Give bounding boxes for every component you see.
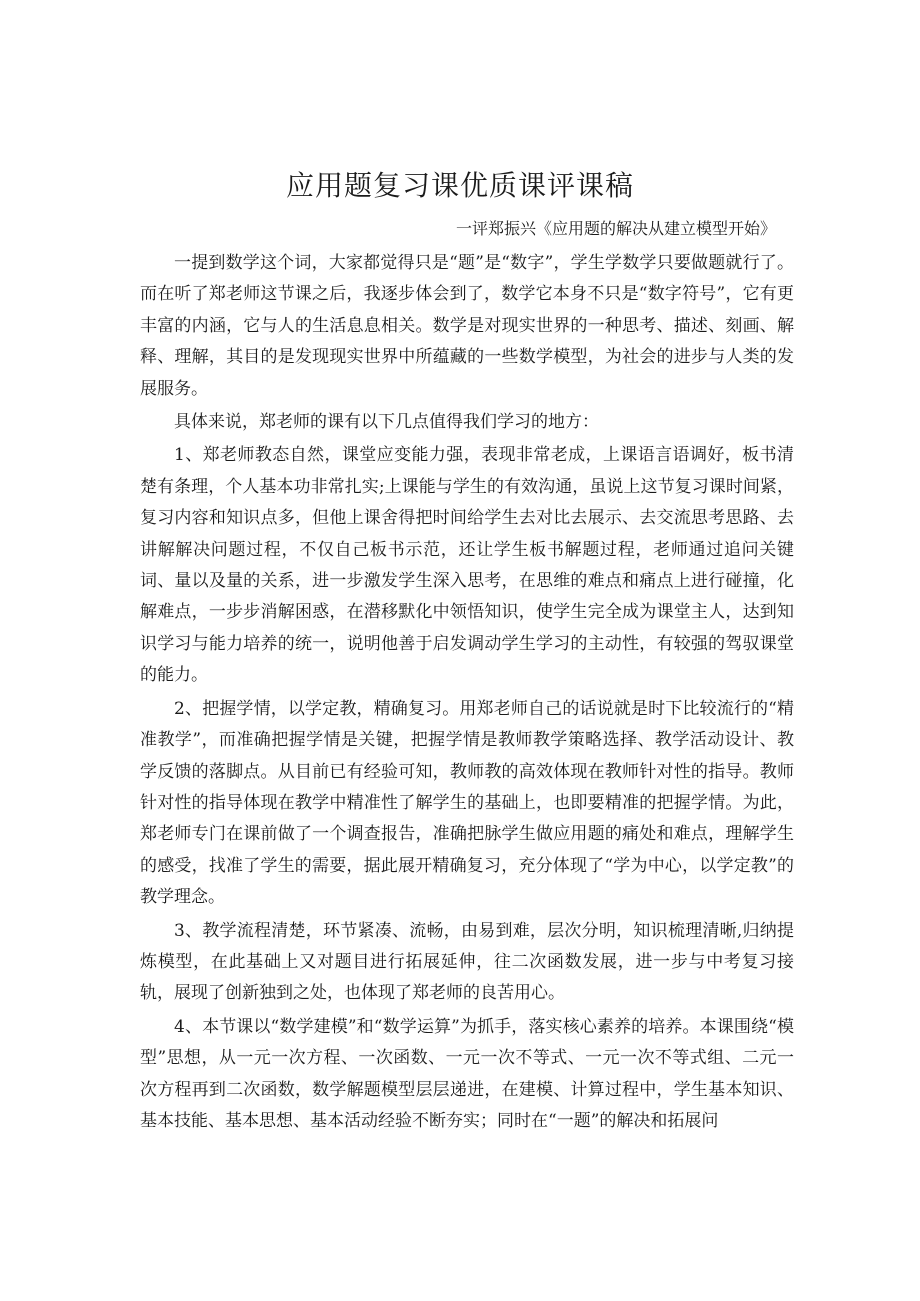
paragraph-overview: 具体来说，郑老师的课有以下几点值得我们学习的地方：: [174, 412, 599, 433]
document-body: [140, 248, 794, 1139]
paragraph-point-1: 1、郑老师教态自然，课堂应变能力强，表现非常老成，上课语言语调好，板书清楚有条理，个人基本功非常扎实;上课能与学生的有效沟通，虽说上这节复习课时间紧，复习内容和知识点多，但他上课舍得把时间给学生去对比去展示、去交流思考思路、去讲解解决问题过程，不仅自己板书示范，还让学生板书解题过程，老师通过追问关键词、量以及量的关系，进一步激发学生深入思考，在思维的难点和痛点上进行碰撞，化解难点，一步步消解困惑，在潜移默化中领悟知识，使学生完全成为课堂主人，达到知识学习与能力培养的统一，说明他善于启发调动学生学习的主动性，有较强的驾驭课堂的能力。: [140, 445, 794, 686]
paragraph-intro: 一提到数学这个词，大家都觉得只是“题”是“数字”，学生学数学只要做题就行了。而在听了郑老师这节课之后，我逐步体会到了，数学它本身不只是“数字符号”，它有更丰富的内涵，它与人的生活息息相关。数学是对现实世界的一种思考、描述、刻画、解释、理解，其目的是发现现实世界中所蕴藏的一些数学模型，为社会的进步与人类的发展服务。: [140, 253, 794, 399]
document-subtitle: 一评郑振兴《应用题的解决从建立模型开始》: [455, 219, 776, 238]
paragraph-point-2: 2、把握学情，以学定教，精确复习。用郑老师自己的话说就是时下比较流行的“精准教学”，而准确把握学情是关键，把握学情是教师教学策略选择、教学活动设计、教学反馈的落脚点。从目前已有经验可知，教师教的高效体现在教师针对性的指导。教师针对性的指导体现在教学中精准性了解学生的基础上，也即要精准的把握学情。为此，郑老师专门在课前做了一个调查报告，准确把脉学生做应用题的痛处和难点，理解学生的感受，找准了学生的需要，据此展开精确复习，充分体现了“学为中心，以学定教”的教学理念。: [140, 698, 794, 908]
paragraph-point-3: 3、教学流程清楚，环节紧凑、流畅，由易到难，层次分明，知识梳理清晰,归纳提炼模型，在此基础上又对题目进行拓展延伸，往二次函数发展，进一步与中考复习接轨，展现了创新独到之处，也体现了郑老师的良苦用心。: [140, 920, 794, 1004]
document-title: 应用题复习课优质课评课稿: [285, 169, 634, 202]
paragraph-point-4: 4、本节课以“数学建模”和“数学运算”为抓手，落实核心素养的培养。本课围绕“模型”思想，从一元一次方程、一次函数、一元一次不等式、一元一次不等式组、二元一次方程再到二次函数，数学解题模型层层递进，在建模、计算过程中，学生基本知识、基本技能、基本思想、基本活动经验不断夯实；同时在“一题”的解决和拓展问: [140, 1016, 794, 1131]
